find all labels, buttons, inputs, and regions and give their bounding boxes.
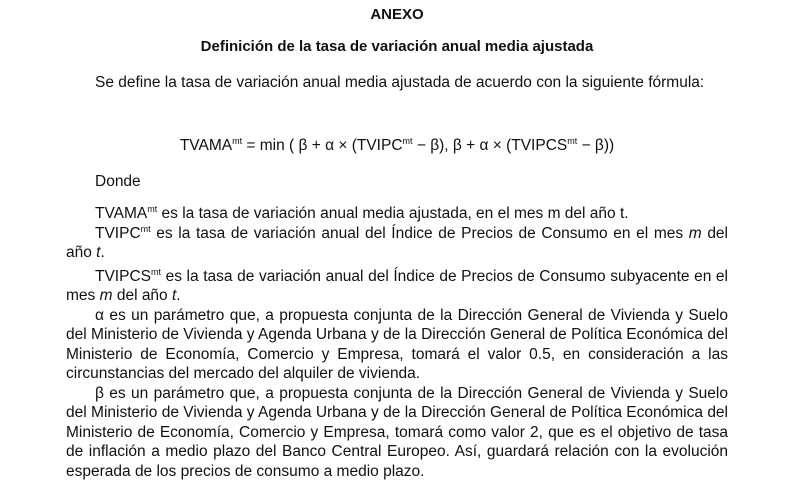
formula-part-1: = min ( β + α × (TVIPC bbox=[242, 137, 403, 154]
formula bbox=[0, 135, 794, 156]
definition-tvipcs bbox=[66, 267, 728, 306]
definition-tvipc-end: . bbox=[100, 244, 105, 261]
definition-tvipc bbox=[66, 224, 728, 263]
definitions-list bbox=[66, 204, 728, 481]
definition-tvama-text: es la tasa de variación anual media ajustada, en el mes m del año t. bbox=[157, 205, 629, 222]
section-subheading: Definición de la tasa de variación anual media ajustada bbox=[200, 38, 594, 55]
definition-alpha: α es un parámetro que, a propuesta conjunta de la Dirección General de Vivienda y Suelo del Ministerio de Vivienda y Agenda Urbana y de la Dirección General de Política Económica del Ministerio de Economía, Comercio y Empresa, tomará el valor 0.5, en consideración a las circunstancias del mercado del alquiler de vivienda. bbox=[66, 306, 728, 382]
annex-heading: ANEXO bbox=[370, 6, 424, 23]
variable-t: t bbox=[96, 244, 101, 261]
term-tvama: TVAMA bbox=[95, 205, 148, 222]
formula-lhs: TVAMA bbox=[179, 137, 233, 154]
formula-tvipcs-superscript: mt bbox=[567, 136, 578, 146]
definition-tvipcs-text-a: es la tasa de variación anual del Índice de Precios de Consumo subyacente en el mes bbox=[66, 267, 728, 304]
intro-paragraph: Se define la tasa de variación anual media ajustada de acuerdo con la siguiente fórmula: bbox=[95, 74, 705, 91]
term-tvipcs-superscript: mt bbox=[150, 266, 161, 277]
term-tvipcs: TVIPCS bbox=[95, 267, 151, 285]
formula-part-3: − β)) bbox=[577, 137, 615, 154]
definition-tvipc-text-b: del año bbox=[66, 224, 728, 261]
term-tvipc-superscript: mt bbox=[140, 223, 151, 234]
definition-tvama bbox=[66, 204, 728, 224]
term-tvama-superscript: mt bbox=[147, 204, 158, 214]
definition-tvipc-text-a: es la tasa de variación anual del Índice de Precios de Consumo en el mes bbox=[150, 224, 689, 242]
formula-part-2: − β), β + α × (TVIPCS bbox=[412, 137, 568, 154]
formula-tvipc-superscript: mt bbox=[402, 136, 413, 146]
variable-m: m bbox=[99, 287, 113, 304]
definition-tvipcs-text-b: del año bbox=[112, 287, 172, 304]
definition-tvipcs-end: . bbox=[176, 287, 181, 304]
donde-label: Donde bbox=[95, 173, 141, 190]
definition-beta: β es un parámetro que, a propuesta conjunta de la Dirección General de Vivienda y Suelo del Ministerio de Vivienda y Agenda Urbana y de la Dirección General de Política Económica del Ministerio de Economía, Comercio y Empresa, tomará como valor 2, que es el objetivo de tasa de inflación a medio plazo del Banco Central Europeo. Así, guardará relación con la evolución esperada de los precios de consumo a medio plazo. bbox=[66, 384, 728, 480]
variable-m: m bbox=[688, 224, 702, 242]
variable-t: t bbox=[171, 287, 177, 304]
term-tvipc: TVIPC bbox=[95, 224, 141, 242]
formula-lhs-superscript: mt bbox=[232, 136, 243, 146]
